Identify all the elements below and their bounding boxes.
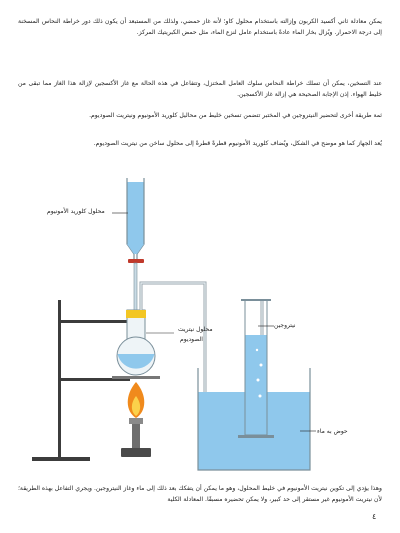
label-sodium-nitrite-line2: الصوديوم [180,336,203,343]
burner-tube [132,424,140,448]
label-ammonium-chloride: محلول كلوريد الأمونيوم [47,208,105,215]
gas-bubble-2 [257,379,260,382]
stand-clamp-flask [60,320,130,323]
gas-jar-rim [241,299,271,301]
label-sodium-nitrite-line1: محلول نيتريت [178,326,213,333]
burner-head [129,418,143,424]
gauze [112,376,160,379]
burner-base [121,448,151,457]
paragraph-nitrogen-method: ثمة طريقة أخرى لتحضير النيتروجين في المختبر تتضمن تسخين خليط من محاليل كلوريد الأمونيوم ونيتريت الصوديوم. [89,112,382,119]
paragraph-apparatus-setup: يُعد الجهاز كما هو موضح في الشكل، ويُضاف كلوريد الأمونيوم قطرةً قطرةً إلى محلول ساخن من نيتريت الصوديوم. [93,140,382,147]
gas-bubble-3 [260,364,263,367]
gas-bubble-1 [259,395,262,398]
funnel-taper-liquid [127,244,144,254]
funnel-liquid [127,182,144,244]
paragraph-co2-removal: يمكن معادلة ثاني أكسيد الكربون وإزالته باستخدام محلول كاو؛ لأنه غاز حمضي، ولذلك من المستبعد أن يكون ذلك دور خراطة النحاس المسخنة إلى درجة الاحمرار. ويُزال بخار الماء عادةً باستخدام عامل لنزع الماء، مثل حمض الكبريتيك المركز. [18,18,382,36]
page-number: ٤ [372,512,377,521]
paragraph-copper-oxygen: عند التسخين، يمكن أن تسلك خراطة النحاس سلوك العامل المختزل، وتتفاعل في هذه الحالة مع غاز الأكسجين لإزالة هذا الغاز مما تبقى من خليط الهواء. إذن الإجابة الصحيحة هي إزالة غاز الأكسجين. [18,80,382,98]
label-nitrogen: نيتروجين [274,322,296,329]
gas-bubble-4 [256,349,258,351]
flask-stopper [126,310,146,318]
gas-jar-base [238,435,274,438]
paragraph-reaction: وهذا يؤدي إلى تكوين نيتريت الأمونيوم في خليط المحلول، وهو ما يمكن أن يتفكك بعد ذلك إلى ماء وغاز النيتروجين. ويجري التفاعل بهذه الطريقة؛ لأن نيتريت الأمونيوم غير مستقر إلى حد كبير، ولا يمكن تحضيره مسبقًا. المعادلة الكلية [18,485,382,503]
funnel-stopcock [128,259,144,263]
label-water-trough: حوض به ماء [317,428,348,435]
